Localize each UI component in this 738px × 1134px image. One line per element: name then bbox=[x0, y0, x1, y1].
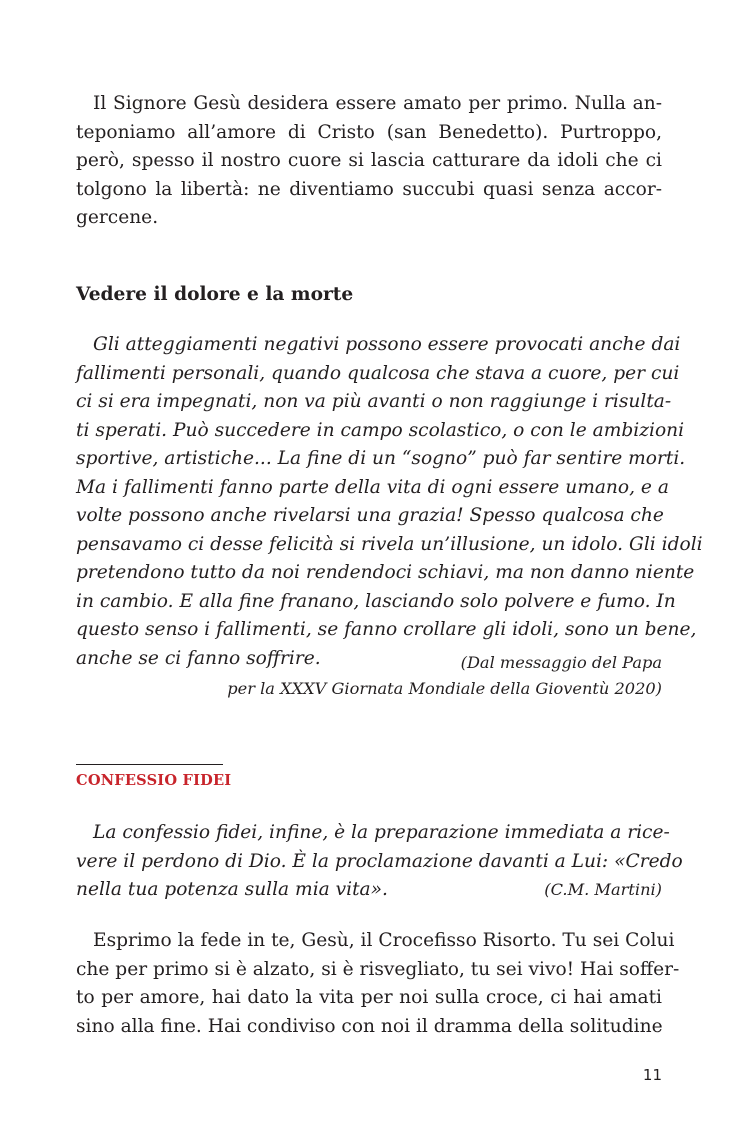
quote-line: ti sperati. Può succedere in campo scolastico, o con le ambizioni bbox=[76, 419, 685, 441]
intro-line: Il Signore Gesù desidera essere amato per primo. Nulla an- bbox=[93, 93, 662, 114]
body-line: to per amore, hai dato la vita per noi sulla croce, ci hai amati bbox=[76, 987, 662, 1008]
intro-paragraph bbox=[76, 90, 662, 233]
section-divider bbox=[76, 764, 223, 765]
source-line: per la XXXV Giornata Mondiale della Gioventù 2020) bbox=[227, 678, 662, 698]
quote-line: nella tua potenza sulla mia vita». bbox=[76, 879, 388, 900]
quote-line: fallimenti personali, quando qualcosa che stava a cuore, per cui bbox=[76, 362, 680, 384]
quote-line: pretendono tutto da noi rendendoci schiavi, ma non danno niente bbox=[76, 562, 695, 583]
quote-attribution: (C.M. Martini) bbox=[544, 880, 662, 899]
body-line: che per primo si è alzato, si è risvegliato, tu sei vivo! Hai soffer- bbox=[76, 958, 680, 980]
body-paragraph bbox=[76, 927, 680, 1041]
quote-line: vere il perdono di Dio. È la proclamazione davanti a Lui: «Credo bbox=[76, 850, 683, 872]
quote-line: Ma i fallimenti fanno parte della vita di ogni essere umano, e a bbox=[76, 476, 669, 498]
quote-line: pensavamo ci desse felicità si rivela un’illusione, un idolo. Gli idoli bbox=[76, 533, 703, 555]
intro-line: teponiamo all’amore di Cristo (san Benedetto). Purtroppo, bbox=[76, 121, 662, 143]
quote-line: questo senso i fallimenti, se fanno crollare gli idoli, sono un bene, bbox=[76, 619, 697, 640]
quote-line: in cambio. E alla fine franano, lasciando solo polvere e fumo. In bbox=[76, 590, 676, 612]
quote-line: anche se ci fanno soffrire. bbox=[76, 647, 321, 669]
source-line: (Dal messaggio del Papa bbox=[460, 653, 662, 672]
section-label: CONFESSIO FIDEI bbox=[76, 772, 232, 789]
source-citation bbox=[227, 650, 662, 701]
quote-line: ci si era impegnati, non va più avanti o non raggiunge i risulta- bbox=[76, 391, 672, 412]
intro-line: però, spesso il nostro cuore si lascia catturare da idoli che ci bbox=[76, 150, 662, 171]
section-heading: Vedere il dolore e la morte bbox=[76, 284, 354, 305]
page-number: 11 bbox=[642, 1066, 662, 1084]
quote-paragraph bbox=[76, 331, 703, 673]
quote-line: Gli atteggiamenti negativi possono essere provocati anche dai bbox=[93, 334, 681, 355]
intro-line: gercene. bbox=[76, 207, 159, 228]
quote-line: La confessio fidei, infine, è la preparazione immediata a rice- bbox=[93, 822, 670, 843]
quote-last-line bbox=[76, 876, 662, 905]
confessio-quote bbox=[76, 819, 683, 905]
quote-line: volte possono anche rivelarsi una grazia! Spesso qualcosa che bbox=[76, 505, 664, 526]
intro-line: tolgono la libertà: ne diventiamo succubi quasi senza accor- bbox=[76, 178, 662, 200]
body-line: Esprimo la fede in te, Gesù, il Crocefisso Risorto. Tu sei Colui bbox=[93, 930, 675, 951]
body-line: sino alla fine. Hai condiviso con noi il dramma della solitudine bbox=[76, 1015, 663, 1037]
quote-line: sportive, artistiche... La fine di un “sogno” può far sentire morti. bbox=[76, 448, 686, 469]
